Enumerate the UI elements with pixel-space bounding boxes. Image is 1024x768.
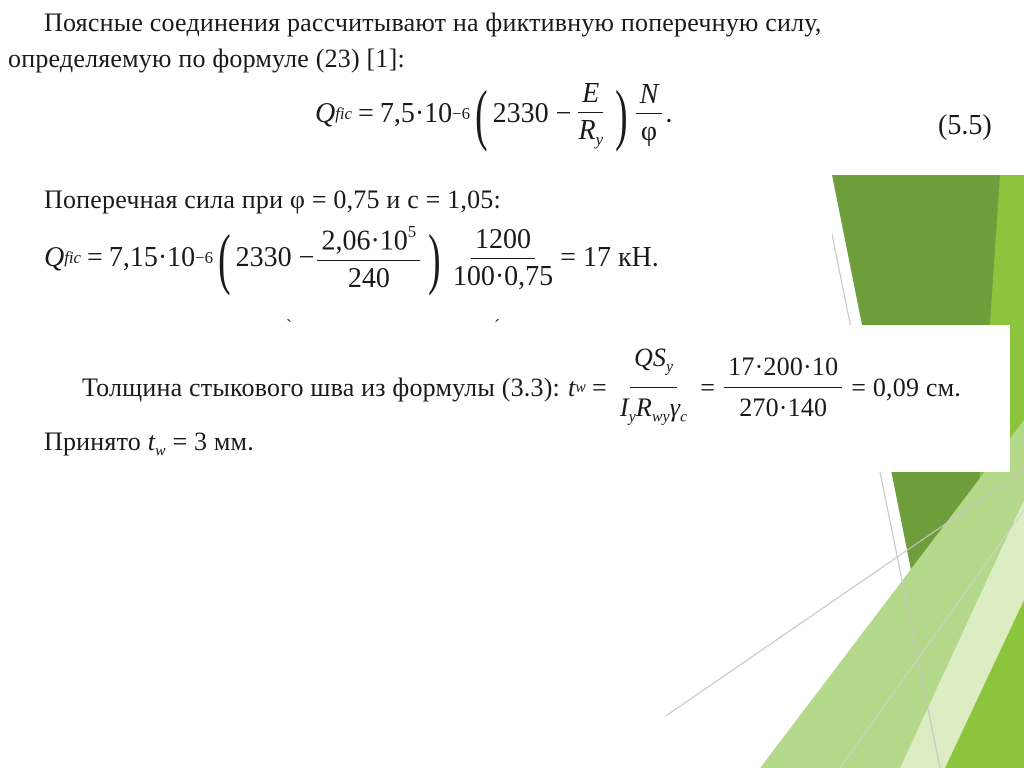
formula-q-sub: fic — [335, 103, 353, 123]
shear-close-paren: ) — [428, 220, 441, 297]
formula-fraction-e-r — [574, 78, 607, 150]
intro-line-1: Поясные соединения рассчитывают на фиктивную поперечную силу, — [44, 8, 822, 37]
formula-den-r: R — [578, 115, 596, 146]
weld-den-i-sub: y — [628, 408, 636, 426]
shear-q: Q — [44, 242, 65, 274]
weld-den2: 270·140 — [739, 393, 828, 423]
shear-num2: 1200 — [471, 224, 535, 259]
weld-num2: 17·200·10 — [724, 349, 842, 388]
shear-eq: = — [87, 242, 103, 274]
formula-coef: 7,5·10 — [379, 97, 453, 129]
scan-mark-left: ˋ — [286, 316, 292, 336]
intro-line-2: определяемую по формуле (23) [1]: — [8, 44, 405, 73]
weld-den-i: I — [619, 393, 629, 423]
formula-den-phi: φ — [640, 116, 658, 148]
weld-fraction-1 — [616, 340, 691, 436]
formula-fraction-n-phi — [636, 79, 663, 148]
weld-eq2: = — [700, 372, 716, 402]
shear-q-sub: fic — [64, 248, 82, 268]
formula-const: 2330 − — [492, 97, 572, 129]
accepted-t: t — [147, 427, 156, 456]
formula-coef-exp: −6 — [452, 103, 470, 123]
shear-const: 2330 − — [235, 242, 315, 274]
shear-result: = 17 кН. — [560, 242, 659, 274]
weld-row — [82, 340, 961, 436]
weld-den-gamma-sub: c — [680, 408, 688, 426]
formula-close-paren: ) — [615, 75, 628, 152]
shear-num1-exp: 5 — [407, 222, 417, 241]
shear-fraction-1 — [317, 222, 420, 295]
accepted-row — [44, 424, 254, 469]
formula-num-n: N — [636, 79, 663, 114]
formula-q: Q — [315, 97, 336, 129]
shear-coef-exp: −6 — [195, 248, 213, 268]
shear-label: Поперечная сила при φ = 0,75 и c = 1,05: — [44, 185, 501, 214]
shear-num1: 2,06·10 — [321, 225, 408, 257]
formula-open-paren: ( — [475, 75, 488, 152]
weld-t-sub: w — [575, 378, 587, 396]
scan-mark-right: ˊ — [494, 316, 500, 336]
accepted-prefix: Принято — [44, 427, 141, 456]
weld-result: = 0,09 см. — [851, 372, 961, 402]
formula-eq: = — [358, 97, 374, 129]
shear-den1: 240 — [347, 262, 390, 294]
weld-t: t — [567, 372, 576, 402]
shear-coef: 7,15·10 — [108, 242, 196, 274]
shear-fraction-2 — [449, 224, 557, 293]
weld-label: Толщина стыкового шва из формулы (3.3): — [82, 372, 560, 402]
weld-fraction-2 — [724, 349, 842, 426]
formula-number: (5.5) — [938, 110, 992, 141]
shear-formula — [44, 222, 659, 295]
weld-den-r: R — [635, 393, 652, 423]
shear-open-paren: ( — [218, 220, 231, 297]
weld-num1: QS — [633, 343, 667, 372]
accepted-rest: = 3 мм. — [172, 427, 254, 456]
formula-num-e: E — [578, 78, 603, 113]
weld-den-r-sub: wy — [651, 408, 670, 426]
weld-num1-sub: y — [666, 358, 674, 376]
accepted-t-sub: w — [155, 442, 166, 460]
weld-eq: = — [592, 372, 607, 402]
formula-5-5 — [315, 75, 673, 152]
formula-den-r-sub: y — [595, 129, 604, 149]
shear-den2: 100·0,75 — [452, 260, 554, 292]
formula-end-dot: . — [665, 97, 673, 129]
weld-den-gamma: γ — [669, 393, 681, 423]
